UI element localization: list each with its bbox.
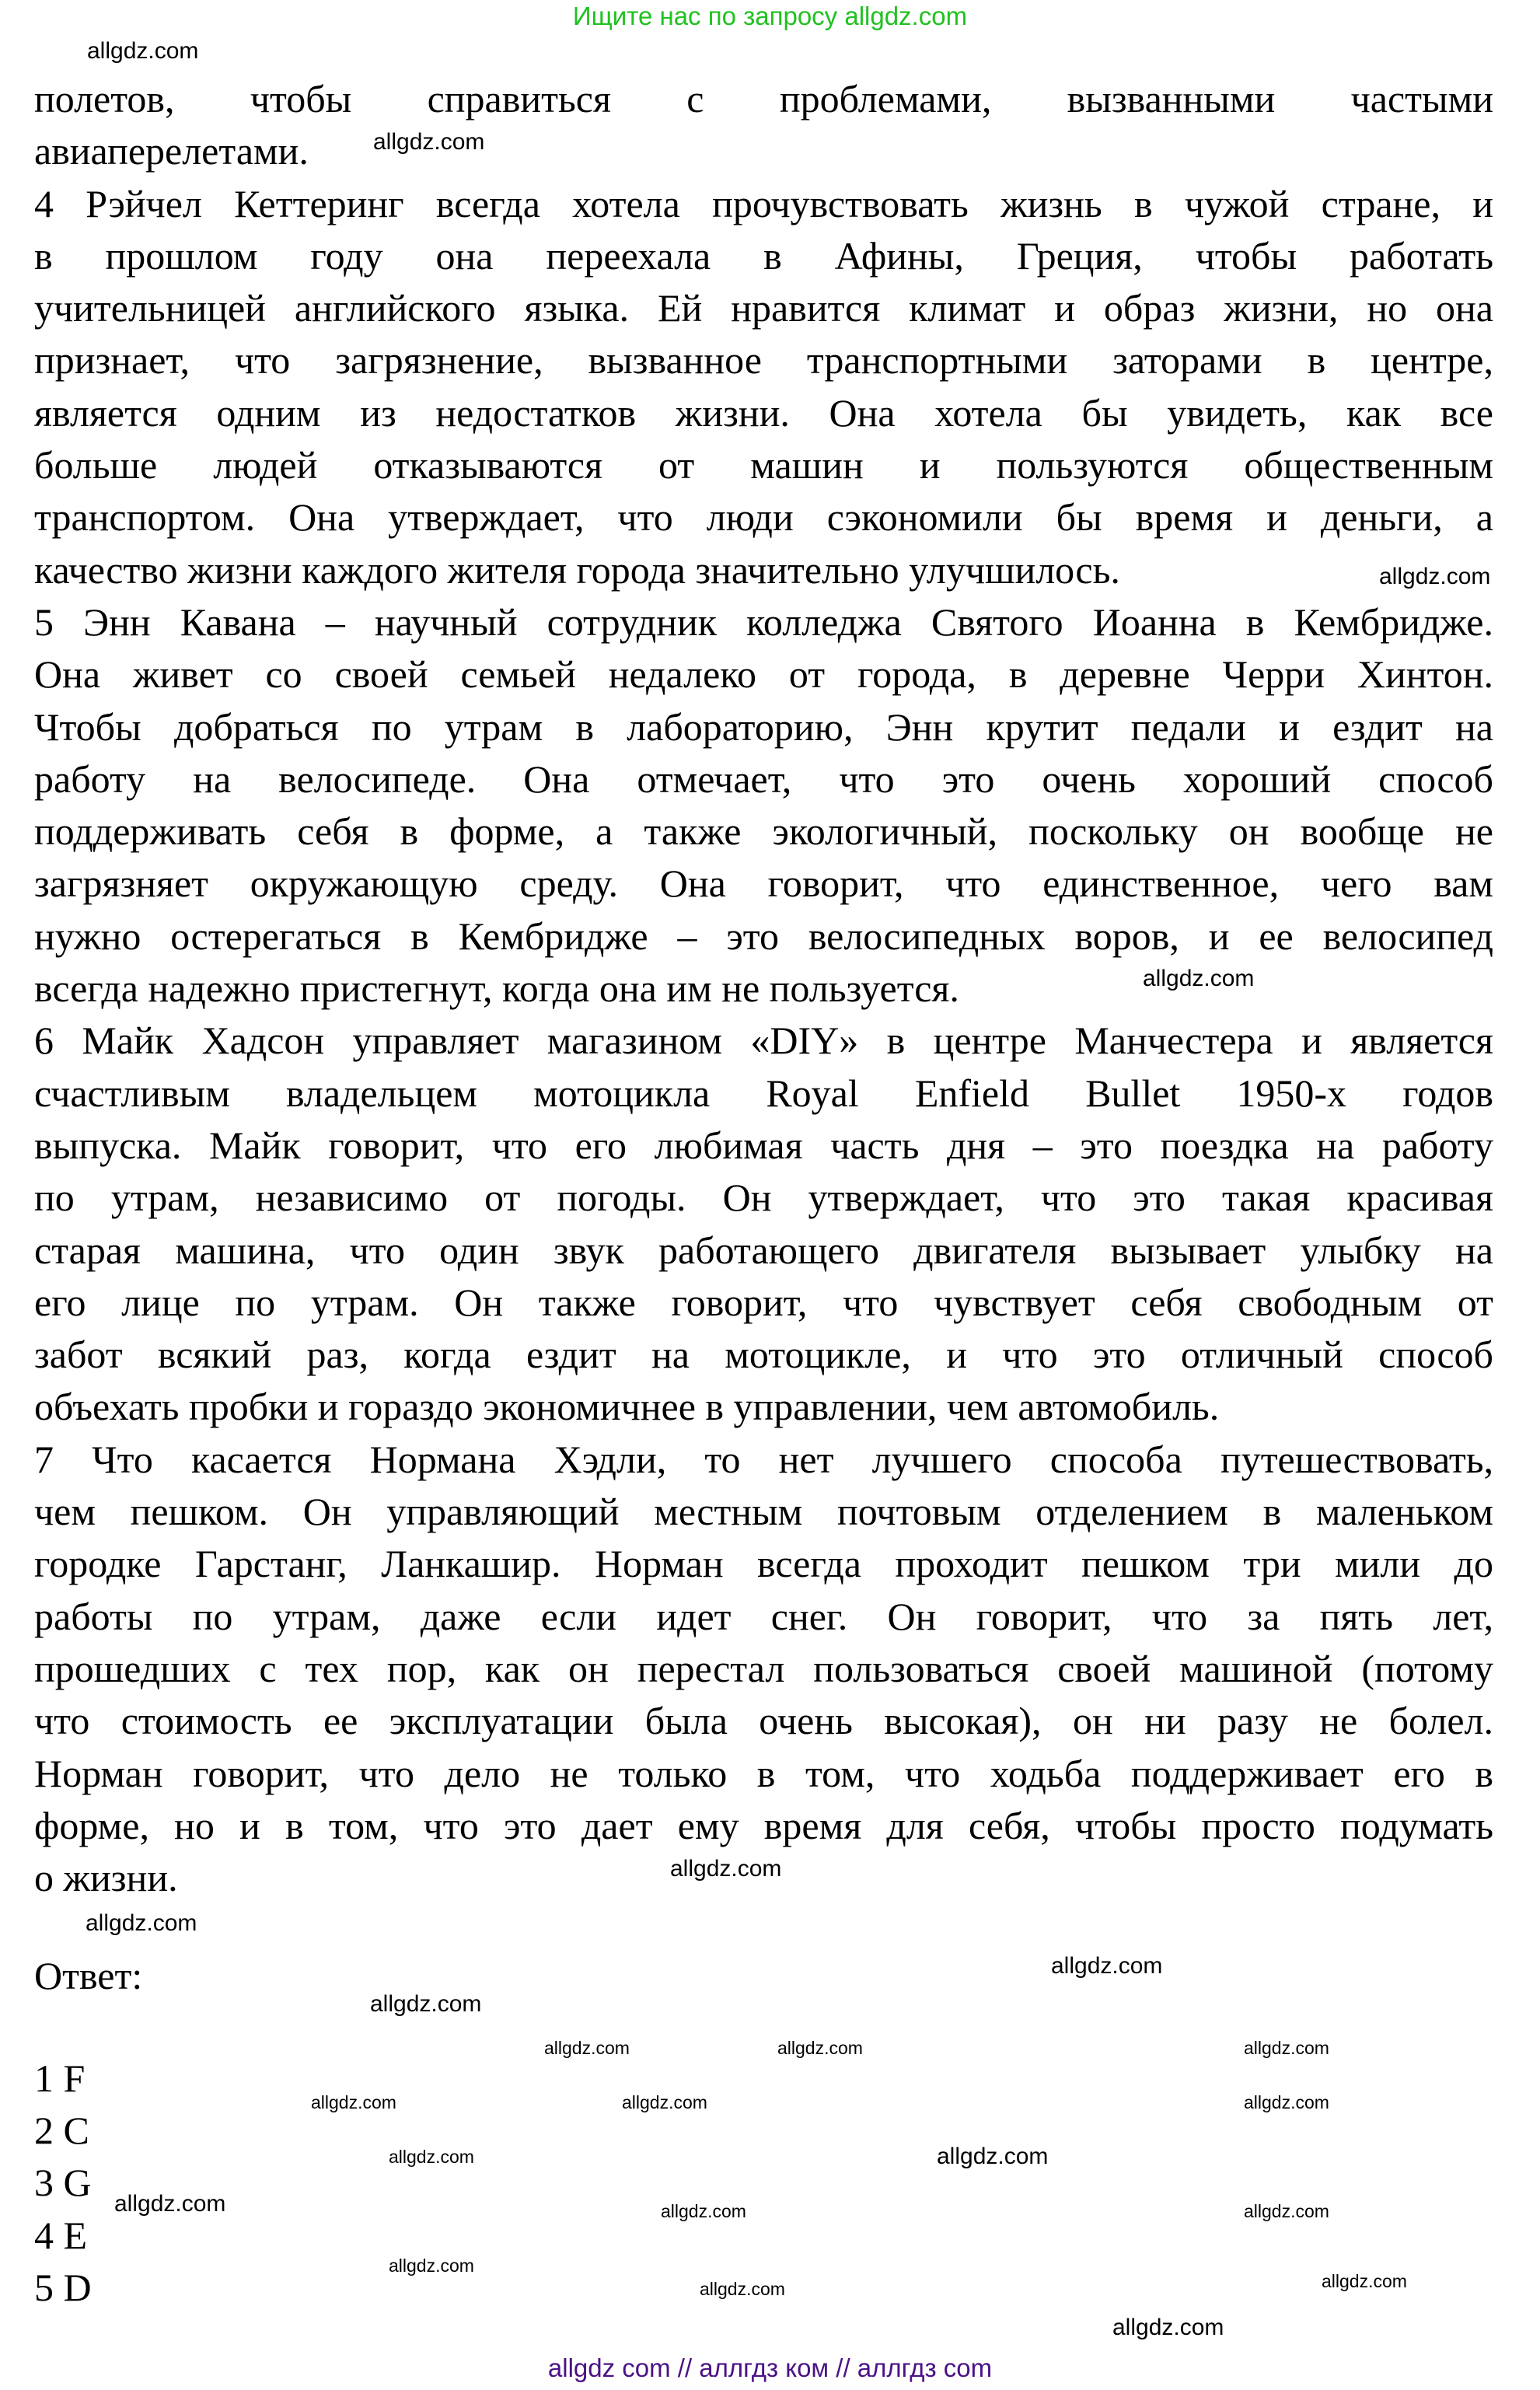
answer-item: 3 G <box>34 2161 92 2205</box>
text-line: объехать пробки и гораздо экономичнее в управлении, чем автомобиль. <box>34 1385 1220 1429</box>
watermark-text: allgdz.com <box>670 1856 782 1882</box>
text-line: качество жизни каждого жителя города значительно улучшилось. <box>34 547 1120 592</box>
text-line: транспортом. Она утверждает, что люди сэкономили бы время и деньги, а <box>34 495 1493 540</box>
text-line: 7 Что касается Нормана Хэдли, то нет лучшего способа путешествовать, <box>34 1437 1493 1481</box>
watermark-text: allgdz.com <box>87 38 199 64</box>
answer-label: Ответ: <box>34 1954 143 1997</box>
text-line: признает, что загрязнение, вызванное транспортными заторами в центре, <box>34 338 1493 383</box>
search-banner[interactable]: Ищите нас по запросу allgdz.com <box>572 2 968 30</box>
text-line: по утрам, независимо от погоды. Он утверждает, что это такая красивая <box>34 1176 1493 1220</box>
text-line: 4 Рэйчел Кеттеринг всегда хотела прочувствовать жизнь в чужой стране, и <box>34 181 1493 225</box>
text-line: нужно остерегаться в Кембридже – это велосипедных воров, и ее велосипед <box>34 914 1493 958</box>
text-line: в прошлом году она переехала в Афины, Греция, чтобы работать <box>34 233 1493 278</box>
watermark-text: allgdz.com <box>937 2144 1049 2169</box>
watermark-text: allgdz.com <box>1244 2092 1329 2112</box>
watermark-text: allgdz.com <box>661 2201 746 2221</box>
text-line: забот всякий раз, когда ездит на мотоцикле, и что это отличный способ <box>34 1333 1493 1377</box>
answer-item: 5 D <box>34 2265 92 2309</box>
text-line: Она живет со своей семьей недалеко от города, в деревне Черри Хинтон. <box>34 652 1493 697</box>
watermark-text: allgdz.com <box>311 2092 396 2112</box>
document-text <box>34 73 1493 1904</box>
text-line: является одним из недостатков жизни. Она хотела бы увидеть, как все <box>34 390 1493 435</box>
watermark-text: allgdz.com <box>1244 2038 1329 2058</box>
text-line: Норман говорит, что дело не только в том, что ходьба поддерживает его в <box>34 1751 1493 1795</box>
watermark-text: allgdz.com <box>1143 966 1255 991</box>
text-line: счастливым владельцем мотоцикла Royal Enfield Bullet 1950-х годов <box>34 1071 1493 1115</box>
text-line: его лице по утрам. Он также говорит, что чувствует себя свободным от <box>34 1280 1493 1324</box>
text-line: больше людей отказываются от машин и пользуются общественным <box>34 443 1493 487</box>
watermark-text: allgdz.com <box>700 2279 785 2299</box>
watermark-text: allgdz.com <box>1112 2315 1224 2340</box>
watermark-text: allgdz.com <box>389 2255 474 2276</box>
text-line: 6 Майк Хадсон управляет магазином «DIY» в центре Манчестера и является <box>34 1019 1493 1063</box>
watermark-text: allgdz.com <box>389 2147 474 2167</box>
text-line: что стоимость ее эксплуатации была очень высокая), он ни разу не болел. <box>34 1699 1493 1743</box>
text-line: полетов, чтобы справиться с проблемами, вызванными частыми <box>34 77 1493 121</box>
text-line: учительницей английского языка. Ей нравится климат и образ жизни, но она <box>34 286 1493 330</box>
text-line: прошедших с тех пор, как он перестал пользоваться своей машиной (потому <box>34 1646 1493 1690</box>
watermark-text: allgdz.com <box>622 2092 707 2112</box>
watermark-text: allgdz.com <box>544 2038 630 2058</box>
text-line: Чтобы добраться по утрам в лабораторию, Энн крутит педали и ездит на <box>34 704 1493 749</box>
watermark-text: allgdz.com <box>1244 2201 1329 2221</box>
watermark-text: allgdz.com <box>1322 2271 1407 2291</box>
text-line: загрязняет окружающую среду. Она говорит, что единственное, чего вам <box>34 861 1493 906</box>
text-line: работу на велосипеде. Она отмечает, что это очень хороший способ <box>34 756 1493 801</box>
text-line: о жизни. <box>34 1856 178 1900</box>
text-line: работы по утрам, даже если идет снег. Он говорит, что за пять лет, <box>34 1594 1493 1638</box>
text-line: поддерживать себя в форме, а также экологичный, поскольку он вообще не <box>34 809 1493 854</box>
footer-links[interactable]: allgdz com // аллгдз ком // аллгдз com <box>547 2353 993 2382</box>
answer-list <box>34 2053 92 2314</box>
watermark-text: allgdz.com <box>1379 564 1491 589</box>
text-line: городке Гарстанг, Ланкашир. Норман всегда проходит пешком три мили до <box>34 1542 1493 1586</box>
watermark-text: allgdz.com <box>1051 1953 1163 1979</box>
text-line: выпуска. Майк говорит, что его любимая часть дня – это поездка на работу <box>34 1123 1493 1167</box>
watermark-text: allgdz.com <box>373 129 485 155</box>
text-line: чем пешком. Он управляющий местным почтовым отделением в маленьком <box>34 1490 1493 1534</box>
text-line: форме, но и в том, что это дает ему время для себя, чтобы просто подумать <box>34 1803 1493 1847</box>
answer-item: 2 C <box>34 2109 89 2153</box>
text-line: авиаперелетами. <box>34 129 309 173</box>
text-line: 5 Энн Кавана – научный сотрудник колледжа Святого Иоанна в Кембридже. <box>34 599 1493 644</box>
watermark-text: allgdz.com <box>114 2191 226 2217</box>
text-line: всегда надежно пристегнут, когда она им не пользуется. <box>34 966 959 1011</box>
watermark-text: allgdz.com <box>86 1910 197 1936</box>
answer-item: 1 F <box>34 2056 86 2100</box>
text-line: старая машина, что один звук работающего двигателя вызывает улыбку на <box>34 1228 1493 1272</box>
answer-item: 4 E <box>34 2213 88 2257</box>
watermark-text: allgdz.com <box>370 1991 482 2017</box>
watermark-text: allgdz.com <box>777 2038 863 2058</box>
